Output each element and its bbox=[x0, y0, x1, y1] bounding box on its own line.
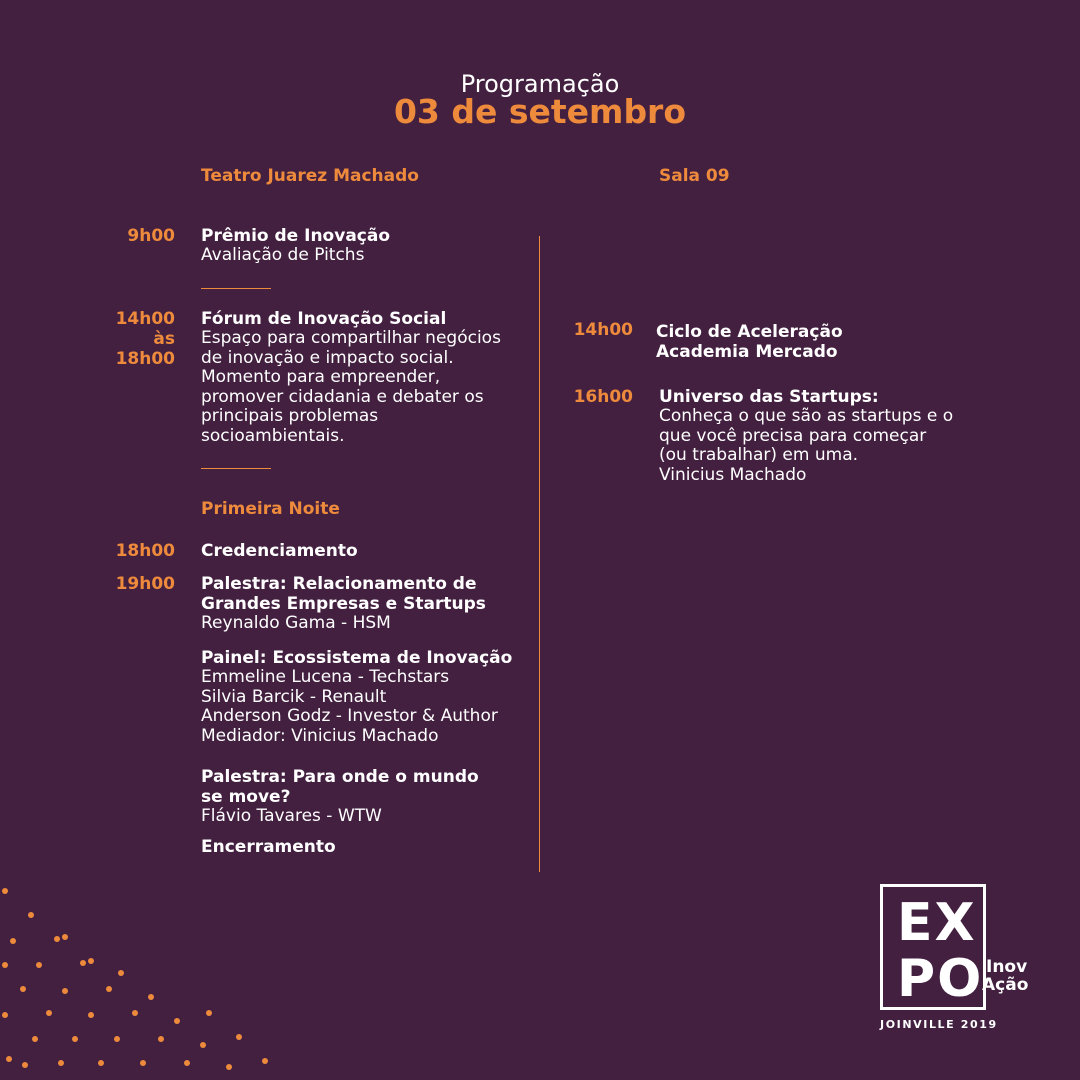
event-title: Fórum de Inovação Social bbox=[201, 309, 447, 329]
time-16h00: 16h00 bbox=[573, 387, 633, 407]
event-title-line: Ciclo de Aceleração bbox=[656, 322, 843, 342]
panel-member: Silvia Barcik - Renault bbox=[201, 686, 387, 707]
dot bbox=[174, 1018, 180, 1024]
event-text-line: Conheça o que são as startups e o bbox=[659, 406, 954, 426]
event-text-line: Momento para empreender, bbox=[201, 367, 441, 388]
event-text-line: (ou trabalhar) em uma. bbox=[659, 445, 859, 466]
event-ciclo bbox=[656, 322, 986, 362]
logo-inov: Inov bbox=[986, 957, 1028, 977]
event-title: Prêmio de Inovação bbox=[201, 226, 391, 246]
dot bbox=[148, 994, 154, 1000]
event-premio bbox=[201, 226, 531, 266]
dot bbox=[22, 1062, 28, 1068]
night-heading: Primeira Noite bbox=[201, 499, 340, 519]
dot bbox=[184, 1060, 190, 1066]
venue-sala: Sala 09 bbox=[659, 166, 730, 186]
dot bbox=[6, 1056, 12, 1062]
dot bbox=[158, 1036, 164, 1042]
dot bbox=[98, 1060, 104, 1066]
event-text-line: de inovação e impacto social. bbox=[201, 347, 454, 368]
talk-title-line: Palestra: Para onde o mundo bbox=[201, 767, 479, 787]
dot bbox=[46, 1010, 52, 1016]
event-palestra-1 bbox=[201, 574, 531, 634]
expo-logo bbox=[880, 884, 986, 1010]
dot bbox=[262, 1058, 268, 1064]
event-text-line: que você precisa para começar bbox=[659, 425, 927, 446]
dot bbox=[88, 1012, 94, 1018]
event-encerramento: Encerramento bbox=[201, 837, 336, 857]
dot bbox=[200, 1042, 206, 1048]
dot bbox=[106, 986, 112, 992]
logo-acao: Ação bbox=[982, 975, 1029, 995]
panel-title: Painel: Ecossistema de Inovação bbox=[201, 648, 513, 668]
dot bbox=[2, 888, 8, 894]
dot bbox=[80, 960, 86, 966]
event-forum bbox=[201, 309, 531, 447]
dot bbox=[10, 938, 16, 944]
dot bbox=[226, 1064, 232, 1070]
event-text-line: promover cidadania e debater os bbox=[201, 386, 484, 407]
event-title-line: Academia Mercado bbox=[656, 342, 838, 362]
event-speaker: Vinicius Machado bbox=[659, 464, 807, 485]
event-date: 03 de setembro bbox=[393, 92, 687, 131]
program-label: Programação bbox=[460, 70, 620, 98]
event-palestra-2 bbox=[201, 767, 531, 827]
dot bbox=[236, 1034, 242, 1040]
separator bbox=[201, 288, 271, 289]
event-title: Universo das Startups: bbox=[659, 387, 879, 407]
time-end: 18h00 bbox=[115, 349, 175, 369]
time-9h00: 9h00 bbox=[127, 226, 175, 246]
dot bbox=[58, 1060, 64, 1066]
panel-member: Emmeline Lucena - Techstars bbox=[201, 667, 450, 687]
time-18h00: 18h00 bbox=[115, 541, 175, 561]
dot bbox=[88, 958, 94, 964]
event-painel bbox=[201, 648, 531, 746]
dot bbox=[132, 1010, 138, 1016]
time-connector: às bbox=[153, 329, 175, 349]
separator bbox=[201, 468, 271, 469]
dot bbox=[114, 1036, 120, 1042]
dot bbox=[32, 1036, 38, 1042]
dot bbox=[2, 1012, 8, 1018]
dot bbox=[54, 936, 60, 942]
event-credenciamento: Credenciamento bbox=[201, 541, 358, 561]
time-range bbox=[100, 309, 175, 369]
talk-speaker: Flávio Tavares - WTW bbox=[201, 806, 382, 826]
event-text: Avaliação de Pitchs bbox=[201, 245, 365, 265]
dot bbox=[2, 962, 8, 968]
logo-city: JOINVILLE 2019 bbox=[880, 1018, 998, 1031]
event-text-line: principais problemas bbox=[201, 406, 379, 427]
column-divider bbox=[539, 236, 540, 872]
talk-title-line: Palestra: Relacionamento de bbox=[201, 574, 477, 594]
dot bbox=[62, 934, 68, 940]
dot bbox=[36, 962, 42, 968]
panel-moderator: Mediador: Vinicius Machado bbox=[201, 725, 439, 746]
dot bbox=[72, 1036, 78, 1042]
panel-member: Anderson Godz - Investor & Author bbox=[201, 706, 498, 727]
talk-title-line: Grandes Empresas e Startups bbox=[201, 594, 486, 614]
time-start: 14h00 bbox=[115, 309, 175, 329]
dot bbox=[20, 986, 26, 992]
time-14h00-sala: 14h00 bbox=[573, 320, 633, 340]
dot bbox=[140, 1060, 146, 1066]
event-text-line: socioambientais. bbox=[201, 425, 345, 446]
time-19h00: 19h00 bbox=[115, 574, 175, 594]
talk-speaker: Reynaldo Gama - HSM bbox=[201, 613, 391, 633]
event-universo bbox=[659, 387, 999, 485]
dot bbox=[62, 988, 68, 994]
logo-po: PO bbox=[897, 949, 984, 1009]
dot bbox=[118, 970, 124, 976]
talk-title-line: se move? bbox=[201, 787, 291, 807]
dot bbox=[206, 1010, 212, 1016]
dot bbox=[28, 912, 34, 918]
event-text-line: Espaço para compartilhar negócios bbox=[201, 328, 501, 348]
venue-teatro: Teatro Juarez Machado bbox=[201, 166, 419, 186]
logo-ex: EX bbox=[897, 893, 977, 953]
